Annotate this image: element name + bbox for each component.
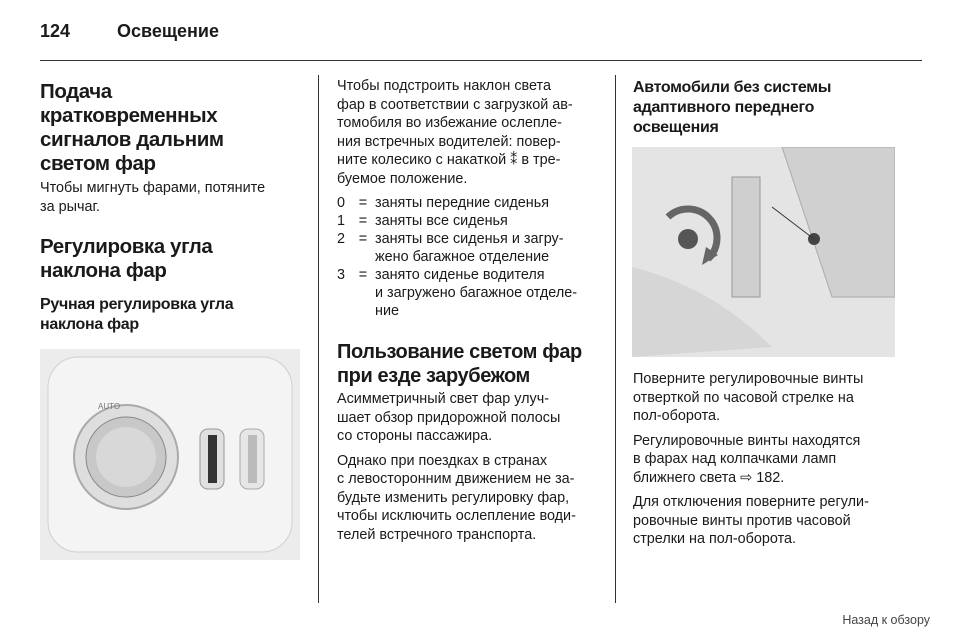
paragraph: Чтобы подстроить наклон света фар в соответствии с загрузкой ав- томобиля во избежание ослепле- ния встречных водителей: повер- ните колесико с накаткой ⁑ в тре- буемое положение. [337, 78, 573, 187]
subheading-manual: Ручная регулировка угла наклона фар [40, 296, 234, 333]
column-2 [337, 77, 602, 544]
column-3-text [633, 370, 898, 549]
list-item [337, 266, 602, 320]
load-positions-list [337, 194, 602, 320]
paragraph: Однако при поездках в странах с левосторонним движением не за- будьте изменить регулировку фар, чтобы исключить ослепление води- телей встречного транспорта. [337, 452, 576, 543]
list-item [337, 230, 602, 266]
paragraph: Для отключения поверните регули- ровочные винты против часовой стрелки на пол-оборота. [633, 494, 869, 547]
back-to-overview-link[interactable]: Назад к обзору [842, 613, 930, 627]
heading-abroad: Пользование светом фар при езде зарубежом [337, 341, 582, 387]
item-eq: = [358, 195, 368, 211]
auto-label: AUTO [98, 402, 121, 411]
header-rule [40, 60, 922, 61]
item-number: 2 [337, 231, 346, 247]
section-title: Освещение [117, 21, 219, 41]
column-divider [615, 75, 616, 603]
column-3 [633, 78, 898, 138]
item-text: занято сиденье водителя и загружено багажное отделе- ние [375, 267, 578, 319]
paragraph: Чтобы мигнуть фарами, потяните за рычаг. [40, 180, 266, 215]
headlight-adjust-figure [632, 147, 895, 357]
item-number: 0 [337, 195, 346, 211]
item-number: 3 [337, 267, 346, 283]
item-text: заняты все сиденья и загру- жено багажное отделение [375, 231, 564, 265]
item-text: заняты передние сиденья [375, 195, 550, 211]
item-text: заняты все сиденья [375, 213, 508, 229]
heading-headlight-range: Регулировка угла наклона фар [40, 235, 213, 282]
column-1 [40, 80, 305, 335]
paragraph: Асимметричный свет фар улуч- шает обзор придорожной полосы со стороны пассажира. [337, 391, 561, 444]
page-number: 124 [40, 21, 71, 41]
list-item [337, 194, 602, 212]
column-divider [318, 75, 319, 603]
paragraph: Поверните регулировочные винты отверткой по часовой стрелке на пол-оборота. [633, 371, 864, 424]
subheading-no-afl: Автомобили без системы адаптивного переднего освещения [633, 79, 832, 136]
item-eq: = [358, 267, 368, 283]
item-eq: = [358, 231, 368, 247]
list-item [337, 212, 602, 230]
item-eq: = [358, 213, 368, 229]
heading-flash: Подача кратковременных сигналов дальним светом фар [40, 80, 224, 175]
light-switch-figure [40, 349, 300, 560]
paragraph: Регулировочные винты находятся в фарах над колпачками ламп ближнего света ⇨ 182. [633, 432, 861, 486]
item-number: 1 [337, 213, 346, 229]
